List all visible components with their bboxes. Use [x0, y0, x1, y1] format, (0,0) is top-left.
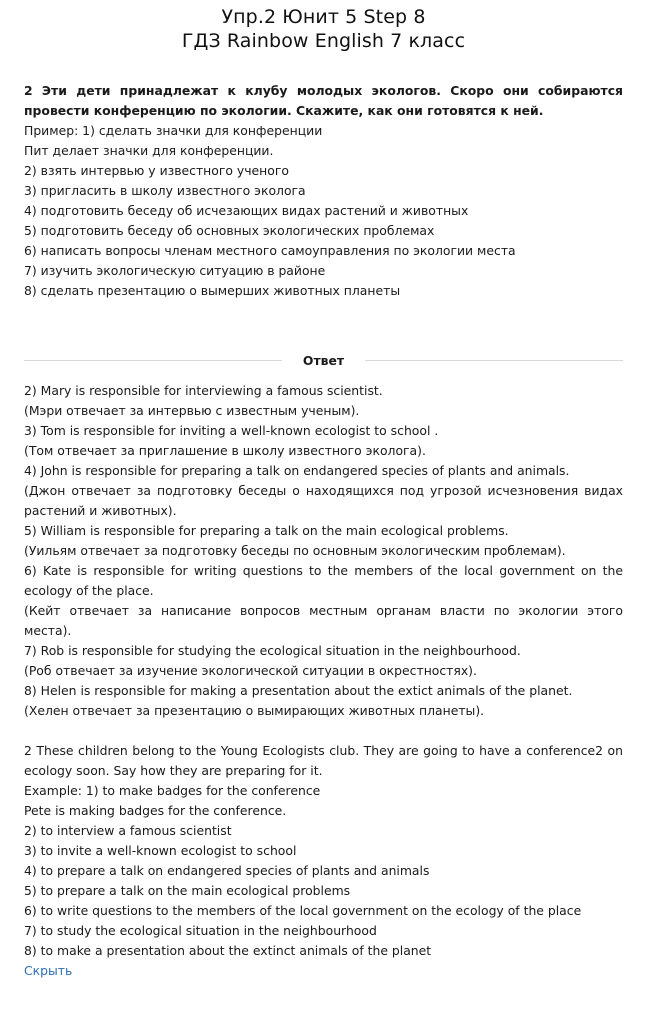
answer-line: 7) Rob is responsible for studying the ecological situation in the neighbourhood.	[24, 643, 521, 658]
title-line-2: ГДЗ Rainbow English 7 класс	[181, 30, 466, 52]
answer-heading: Ответ	[289, 353, 358, 368]
answer-line: 2) Mary is responsible for interviewing a famous scientist.	[24, 383, 383, 398]
task-line: 2) взять интервью у известного ученого	[24, 163, 289, 178]
english-line: 2) to interview a famous scientist	[24, 823, 232, 838]
english-line: 5) to prepare a talk on the main ecological problems	[24, 883, 351, 898]
answer-line: (Мэри отвечает за интервью с известным ученым).	[24, 403, 360, 418]
task-line: 8) сделать презентацию о вымерших животных планеты	[24, 283, 401, 298]
task-line: Пит делает значки для конференции.	[24, 143, 274, 158]
answer-line: 3) Tom is responsible for inviting a well-known ecologist to school .	[24, 423, 439, 438]
english-line: 7) to study the ecological situation in the neighbourhood	[24, 923, 377, 938]
task-line: 3) пригласить в школу известного эколога	[24, 183, 306, 198]
answer-line: 5) William is responsible for preparing a talk on the main ecological problems.	[24, 523, 509, 538]
task-line: 6) написать вопросы членам местного самоуправления по экологии места	[24, 243, 516, 258]
answer-line: (Кейт отвечает за написание вопросов местным органам власти по экологии этого места).	[24, 603, 623, 638]
answer-line: (Хелен отвечает за презентацию о вымирающих животных планеты).	[24, 703, 485, 718]
task-line: Пример: 1) сделать значки для конференции	[24, 123, 323, 138]
task-russian	[24, 81, 623, 301]
answer-separator	[24, 351, 623, 371]
english-line: 6) to write questions to the members of the local government on the ecology of the place	[24, 903, 582, 918]
task-line: 5) подготовить беседу об основных экологических проблемах	[24, 223, 435, 238]
answer-line: 8) Helen is responsible for making a presentation about the extict animals of the planet.	[24, 683, 573, 698]
answer-line: (Уильям отвечает за подготовку беседы по основным экологическим проблемам).	[24, 543, 566, 558]
task-english	[24, 741, 623, 981]
hide-link[interactable]: Скрыть	[24, 963, 73, 978]
answer-line: (Роб отвечает за изучение экологической ситуации в окрестностях).	[24, 663, 477, 678]
answer-block	[24, 381, 623, 721]
answer-line: 4) John is responsible for preparing a talk on endangered species of plants and animals.	[24, 463, 570, 478]
english-line: 3) to invite a well-known ecologist to school	[24, 843, 297, 858]
task-line: 4) подготовить беседу об исчезающих видах растений и животных	[24, 203, 469, 218]
answer-line: (Джон отвечает за подготовку беседы о находящихся под угрозой исчезновения видах растений и животных).	[24, 483, 623, 518]
answer-line: (Том отвечает за приглашение в школу известного эколога).	[24, 443, 426, 458]
title-line-1: Упр.2 Юнит 5 Step 8	[221, 6, 426, 28]
task-instruction: 2 Эти дети принадлежат к клубу молодых экологов. Скоро они собираются провести конференцию по экологии. Скажите, как они готовятся к ней.	[24, 83, 623, 118]
english-line: 2 These children belong to the Young Ecologists club. They are going to have a conference2 on ecology soon. Say how they are preparing for it.	[24, 743, 623, 778]
english-line: Pete is making badges for the conference.	[24, 803, 287, 818]
page-title	[24, 0, 623, 53]
task-line: 7) изучить экологическую ситуацию в районе	[24, 263, 326, 278]
english-line: Example: 1) to make badges for the conference	[24, 783, 321, 798]
answer-line: 6) Kate is responsible for writing questions to the members of the local government on the ecology of the place.	[24, 563, 623, 598]
english-line: 8) to make a presentation about the extinct animals of the planet	[24, 943, 432, 958]
english-line: 4) to prepare a talk on endangered species of plants and animals	[24, 863, 430, 878]
